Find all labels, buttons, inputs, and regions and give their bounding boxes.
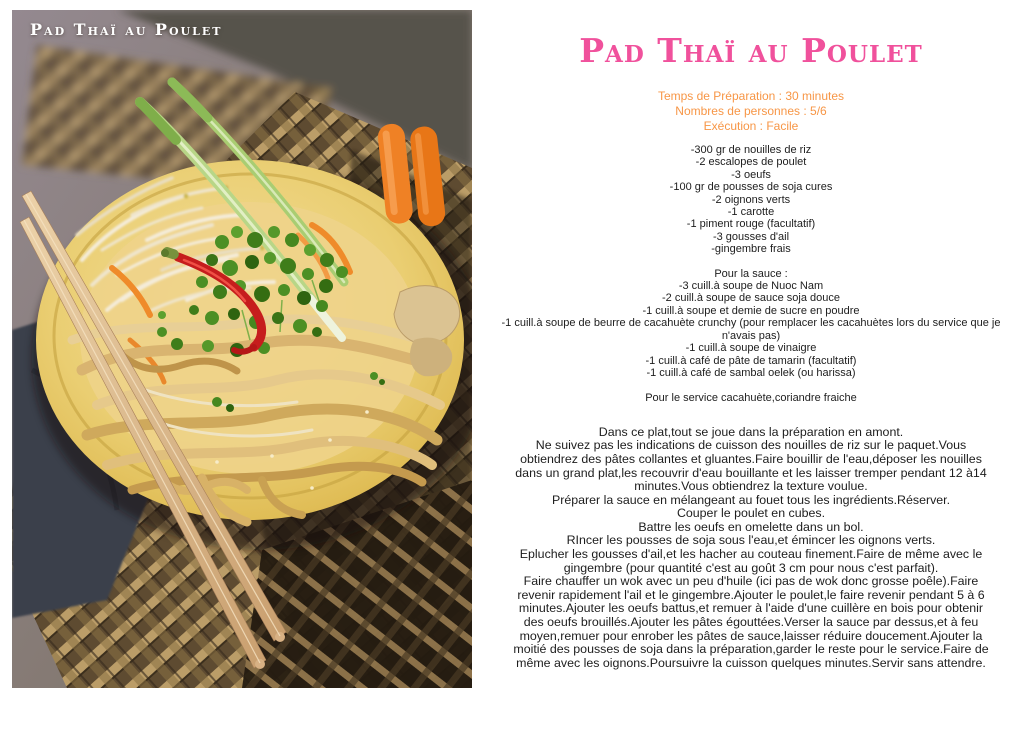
ingredient-line: -gingembre frais (711, 243, 791, 256)
sauce-line: -2 cuill.à soupe de sauce soja douce (662, 292, 840, 305)
sauce-heading: Pour la sauce : (714, 267, 788, 280)
instruction-paragraph: RIncer les pousses de soja sous l'eau,et émincer les oignons verts. (566, 533, 936, 548)
dish-photo (12, 10, 472, 688)
sauce-line: -1 cuill.à café de pâte de tamarin (facultatif) (645, 354, 857, 367)
sauce-line: -3 cuill.à soupe de Nuoc Nam (678, 280, 824, 293)
instruction-paragraph: Dans ce plat,tout se joue dans la préparation en amont. (598, 424, 904, 439)
sauce-line: -1 cuill.à café de sambal oelek (ou harissa) (646, 366, 856, 379)
ingredient-line: -3 oeufs (731, 168, 771, 181)
ingredient-line: -2 oignons verts (711, 193, 791, 206)
instruction-paragraph: Préparer la sauce en mélangeant au fouet tous les ingrédients.Réserver. (551, 492, 951, 507)
ingredient-line: -1 piment rouge (facultatif) (686, 218, 816, 231)
recipe-column (486, 0, 1016, 670)
instruction-paragraph: Couper le poulet en cubes. (676, 506, 826, 521)
recipe-title: Pad Thaï au Poulet (579, 31, 923, 70)
instruction-paragraph: Battre les oeufs en omelette dans un bol. (638, 519, 864, 534)
servings: Nombres de personnes : 5/6 (675, 104, 827, 118)
instruction-paragraph: Faire chauffer un wok avec un peu d'huile (ici pas de wok donc grosse poêle).Faire revenir rapidement l'ail et le gingembre.Ajouter le poulet,le faire revenir pendant 5 à 6 minutes.Ajouter les oeufs battus,et remuer à l'aide d'une cuillère en bois pour obtenir des oeufs brouillés.Ajouter les pâtes égouttées.Verser la sauce par dessus,et à feu moyen,remuer pour enrober les pâtes de sauce,laisser réduire doucement.Ajouter la moitié des pousses de soja dans la préparation,garder le reste pour le service.Faire de même avec les oignons.Poursuivre la cuisson quelques minutes.Servir sans attendre. (513, 574, 989, 670)
sauce-line: -1 cuill.à soupe de beurre de cacahuète crunchy (pour remplacer les cacahuètes lors du service que je n'avais pas) (501, 317, 1001, 342)
photo-caption: Pad Thaï au Poulet (30, 20, 223, 39)
recipe-meta (486, 89, 1016, 134)
instruction-paragraph: Eplucher les gousses d'ail,et les hacher au couteau finement.Faire de même avec le gingembre (pour quantité c'est au goût 3 cm pour nous c'est parfait). (519, 547, 983, 575)
ingredient-line: -300 gr de nouilles de riz (690, 144, 812, 156)
sauce-line: -1 cuill.à soupe de vinaigre (685, 342, 817, 355)
pad-thai-photo-illustration (12, 10, 472, 688)
ingredient-line: -1 carotte (727, 206, 775, 219)
ingredient-line: -2 escalopes de poulet (695, 156, 807, 169)
sauce-line: -1 cuill.à soupe et demie de sucre en poudre (642, 304, 860, 317)
ingredient-line: -100 gr de pousses de soja cures (669, 181, 833, 194)
ingredient-line: -3 gousses d'ail (712, 230, 790, 243)
sauce-section (486, 268, 1016, 380)
service-note: Pour le service cacahuète,coriandre fraiche (645, 392, 857, 405)
instruction-paragraph: Ne suivez pas les indications de cuisson des nouilles de riz sur le paquet.Vous obtiendrez des pâtes collantes et gluantes.Faire bouillir de l'eau,déposer les nouilles dans un grand plat,les recouvrir d'eau bouillante et les laisser tremper pendant 12 à14 minutes.Vous obtiendrez la texture voulue. (515, 438, 987, 494)
prep-time: Temps de Préparation : 30 minutes (657, 89, 845, 103)
ingredients-list (486, 144, 1016, 256)
instructions (486, 426, 1016, 671)
difficulty: Exécution : Facile (703, 119, 799, 133)
